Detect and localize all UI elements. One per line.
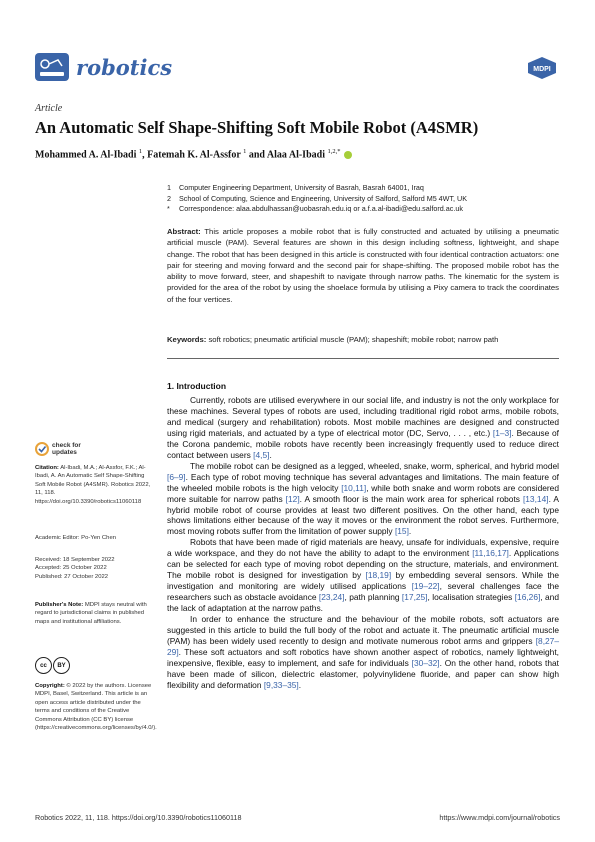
body-paragraph: Robots that have been made of rigid materials are heavy, unsafe for individuals, expensive, require a wide workspace, and they do not have the ability to adapt to the environment [11,16,17]. Applications can be selected for each type of moving robot depending on the structure, materials, and environment. The mobile robot is designed for investigation by [18,19] by embedding several sensors. While the investigation and monitoring are widely utilised applications [19–22], several challenges face the researchers such as obstacle avoidance [23,24], path planning [17,25], localisation strategies [16,26], and the lack of adaptation at the narrow paths. (167, 537, 560, 614)
academic-editor: Academic Editor: Po-Yen Chen (35, 535, 116, 541)
check-for-updates-button[interactable] (35, 442, 92, 456)
citation-link[interactable]: [9,33–35] (263, 679, 299, 690)
section-heading: 1. Introduction (167, 381, 227, 391)
affiliations: 1 Computer Engineering Department, University of Basrah, Basrah 64001, Iraq 2 School of Computing, Science and Engineering, University of Salford, Salford M5 4WT, UK * Correspondence: alaa.abdulhassan@uobasrah.edu.iq or a.f.a.al-ibadi@edu.salford.ac.uk (167, 183, 468, 213)
body-paragraph: The mobile robot can be designed as a legged, wheeled, snake, worm, spherical, and hybrid model [6–9]. Each type of robot moving technique has several advantages and limitations. The main feature of the wheeled mobile robots is the high velocity [10,11], while both snake and worm robots are considered more suitable for narrow paths [12]. A smooth floor is the main work area for spherical robots [13,14]. A hybrid mobile robot of course provides at least two different positives. On the other hand, each type shows limitations either because of the way it moves or the environment the robot serves. Furthermore, most moving robots suffer from the limitation of power supply [15]. (167, 460, 559, 537)
citation-link[interactable]: [19–22] (411, 581, 440, 592)
copyright: Copyright: © 2022 by the authors. Licensee MDPI, Basel, Switzerland. This article is an open access article distributed under the terms and conditions of the Creative Commons Attribution (CC BY) license (https://creativecommons.org/licenses/by/4.0/). (35, 683, 157, 732)
author-list: Mohammed A. Al-Ibadi $^1$, Fatemah K. Al-Assfor $^1$ and Alaa Al-Ibadi $^{1,2,*}$ (35, 148, 352, 160)
divider (167, 358, 559, 359)
citation-link[interactable]: [23,24] (318, 592, 345, 603)
author-name: Fatemah K. Al-Assfor (147, 149, 241, 161)
cc-by-license-icon[interactable]: cc BY (35, 657, 70, 674)
citation-link[interactable]: [30–32] (411, 657, 440, 668)
mdpi-logo-icon (527, 56, 557, 80)
citation-link[interactable]: [12] (285, 493, 300, 504)
citation: Citation: Al-Ibadi, M.A.; Al-Assfor, F.K.; Al-Ibadi, A. An Automatic Self Shape-Shifting Soft Mobile Robot (A4SMR). Robotics 2022, 11, 118. https://doi.org/10.3390/robotics11060118 (35, 465, 151, 505)
page-footer (35, 813, 560, 822)
orcid-icon[interactable] (344, 151, 352, 159)
check-updates-label: check for updates (52, 442, 81, 456)
author-name: Mohammed A. Al-Ibadi (35, 149, 137, 161)
citation-link[interactable]: [17,25] (401, 592, 428, 603)
article-title: An Automatic Self Shape-Shifting Soft Mobile Robot (A4SMR) (35, 118, 479, 137)
citation-link[interactable]: [8,27–29] (167, 635, 559, 657)
abstract: Abstract: This article proposes a mobile robot that is fully constructed and actuated by utilising a pneumatic artificial muscle (PAM). Several features are shown in this design including softness, lightweight, and shape change. The robot that has been designed in this article is constructed with four identical contraction actuators: one pair for steering and moving forward and the second pair for shape-shifting. The proposed mobile robot has the ability to move forward, steer, and shapeshift to navigate through narrow paths. The kinematic for the system is provided for the area of the robot by using the shoelace formula by utilising a Pixy camera to track the coordinates of the four vertices. (167, 227, 559, 304)
citation-link[interactable]: [11,16,17] (472, 548, 509, 559)
citation-link[interactable]: [18,19] (365, 570, 392, 581)
keywords: Keywords: soft robotics; pneumatic artificial muscle (PAM); shapeshift; mobile robot; narrow path (167, 335, 499, 344)
citation-link[interactable]: [6–9] (167, 471, 186, 482)
citation-link[interactable]: [10,11] (341, 482, 367, 493)
check-updates-icon (35, 442, 49, 456)
robotics-logo-icon (34, 52, 70, 82)
citation-link[interactable]: [4,5] (253, 449, 270, 460)
publisher-note: Publisher's Note: MDPI stays neutral with regard to jurisdictional claims in published maps and institutional affiliations. (35, 602, 147, 625)
citation-link[interactable]: [1–3] (492, 427, 512, 438)
mdpi-text: MDPI (533, 66, 551, 73)
citation-link[interactable]: [13,14] (522, 493, 549, 504)
dates: Received: 18 September 2022 Accepted: 25 October 2022 Published: 27 October 2022 (35, 557, 115, 580)
citation-link[interactable]: [15] (394, 526, 409, 537)
body-paragraph: In order to enhance the structure and the behaviour of the mobile robots, soft actuators are suggested in this article to build the full body of the robot and actuate it. The pneumatic artificial muscle (PAM) has been widely used recently to design and motivate numerous robot arms and grippers [8,27–29]. These soft actuators and soft robotics have shown another aspect of robotics, namely lightweight, inexpensive, flexible, easy to implement, and safe for individuals [30–32]. On the other hand, robots that have been made of silicon, dielectric elastomer, polyvinylidene fluoride, and paper can show high flexibility and deformation [9,33–35]. (167, 614, 559, 690)
body-paragraph: Currently, robots are utilised everywhere in our social life, and industry is not the only workplace for these machines. Several types of robots are used, including traditional rigid robot arms, mobile robots, and medical (surgery and rehabilitation) robots. Most mobile machines are designed and constructed using rigid materials, and actuated by a type of electrical motor (DC, Servo, . . . , etc.) [1–3]. Because of the Corona pandemic, mobile robots have recently been increasingly frequently used to reduce direct contact between users [4,5]. (167, 395, 559, 460)
footer-url[interactable]: https://www.mdpi.com/journal/robotics (439, 813, 560, 822)
journal-name: robotics (76, 55, 173, 80)
citation-link[interactable]: [16,26] (514, 592, 541, 603)
footer-citation: Robotics 2022, 11, 118. https://doi.org/10.3390/robotics11060118 (35, 813, 242, 822)
article-type: Article (35, 103, 63, 114)
author-name: Alaa Al-Ibadi (266, 149, 325, 161)
intro-body (167, 395, 559, 691)
